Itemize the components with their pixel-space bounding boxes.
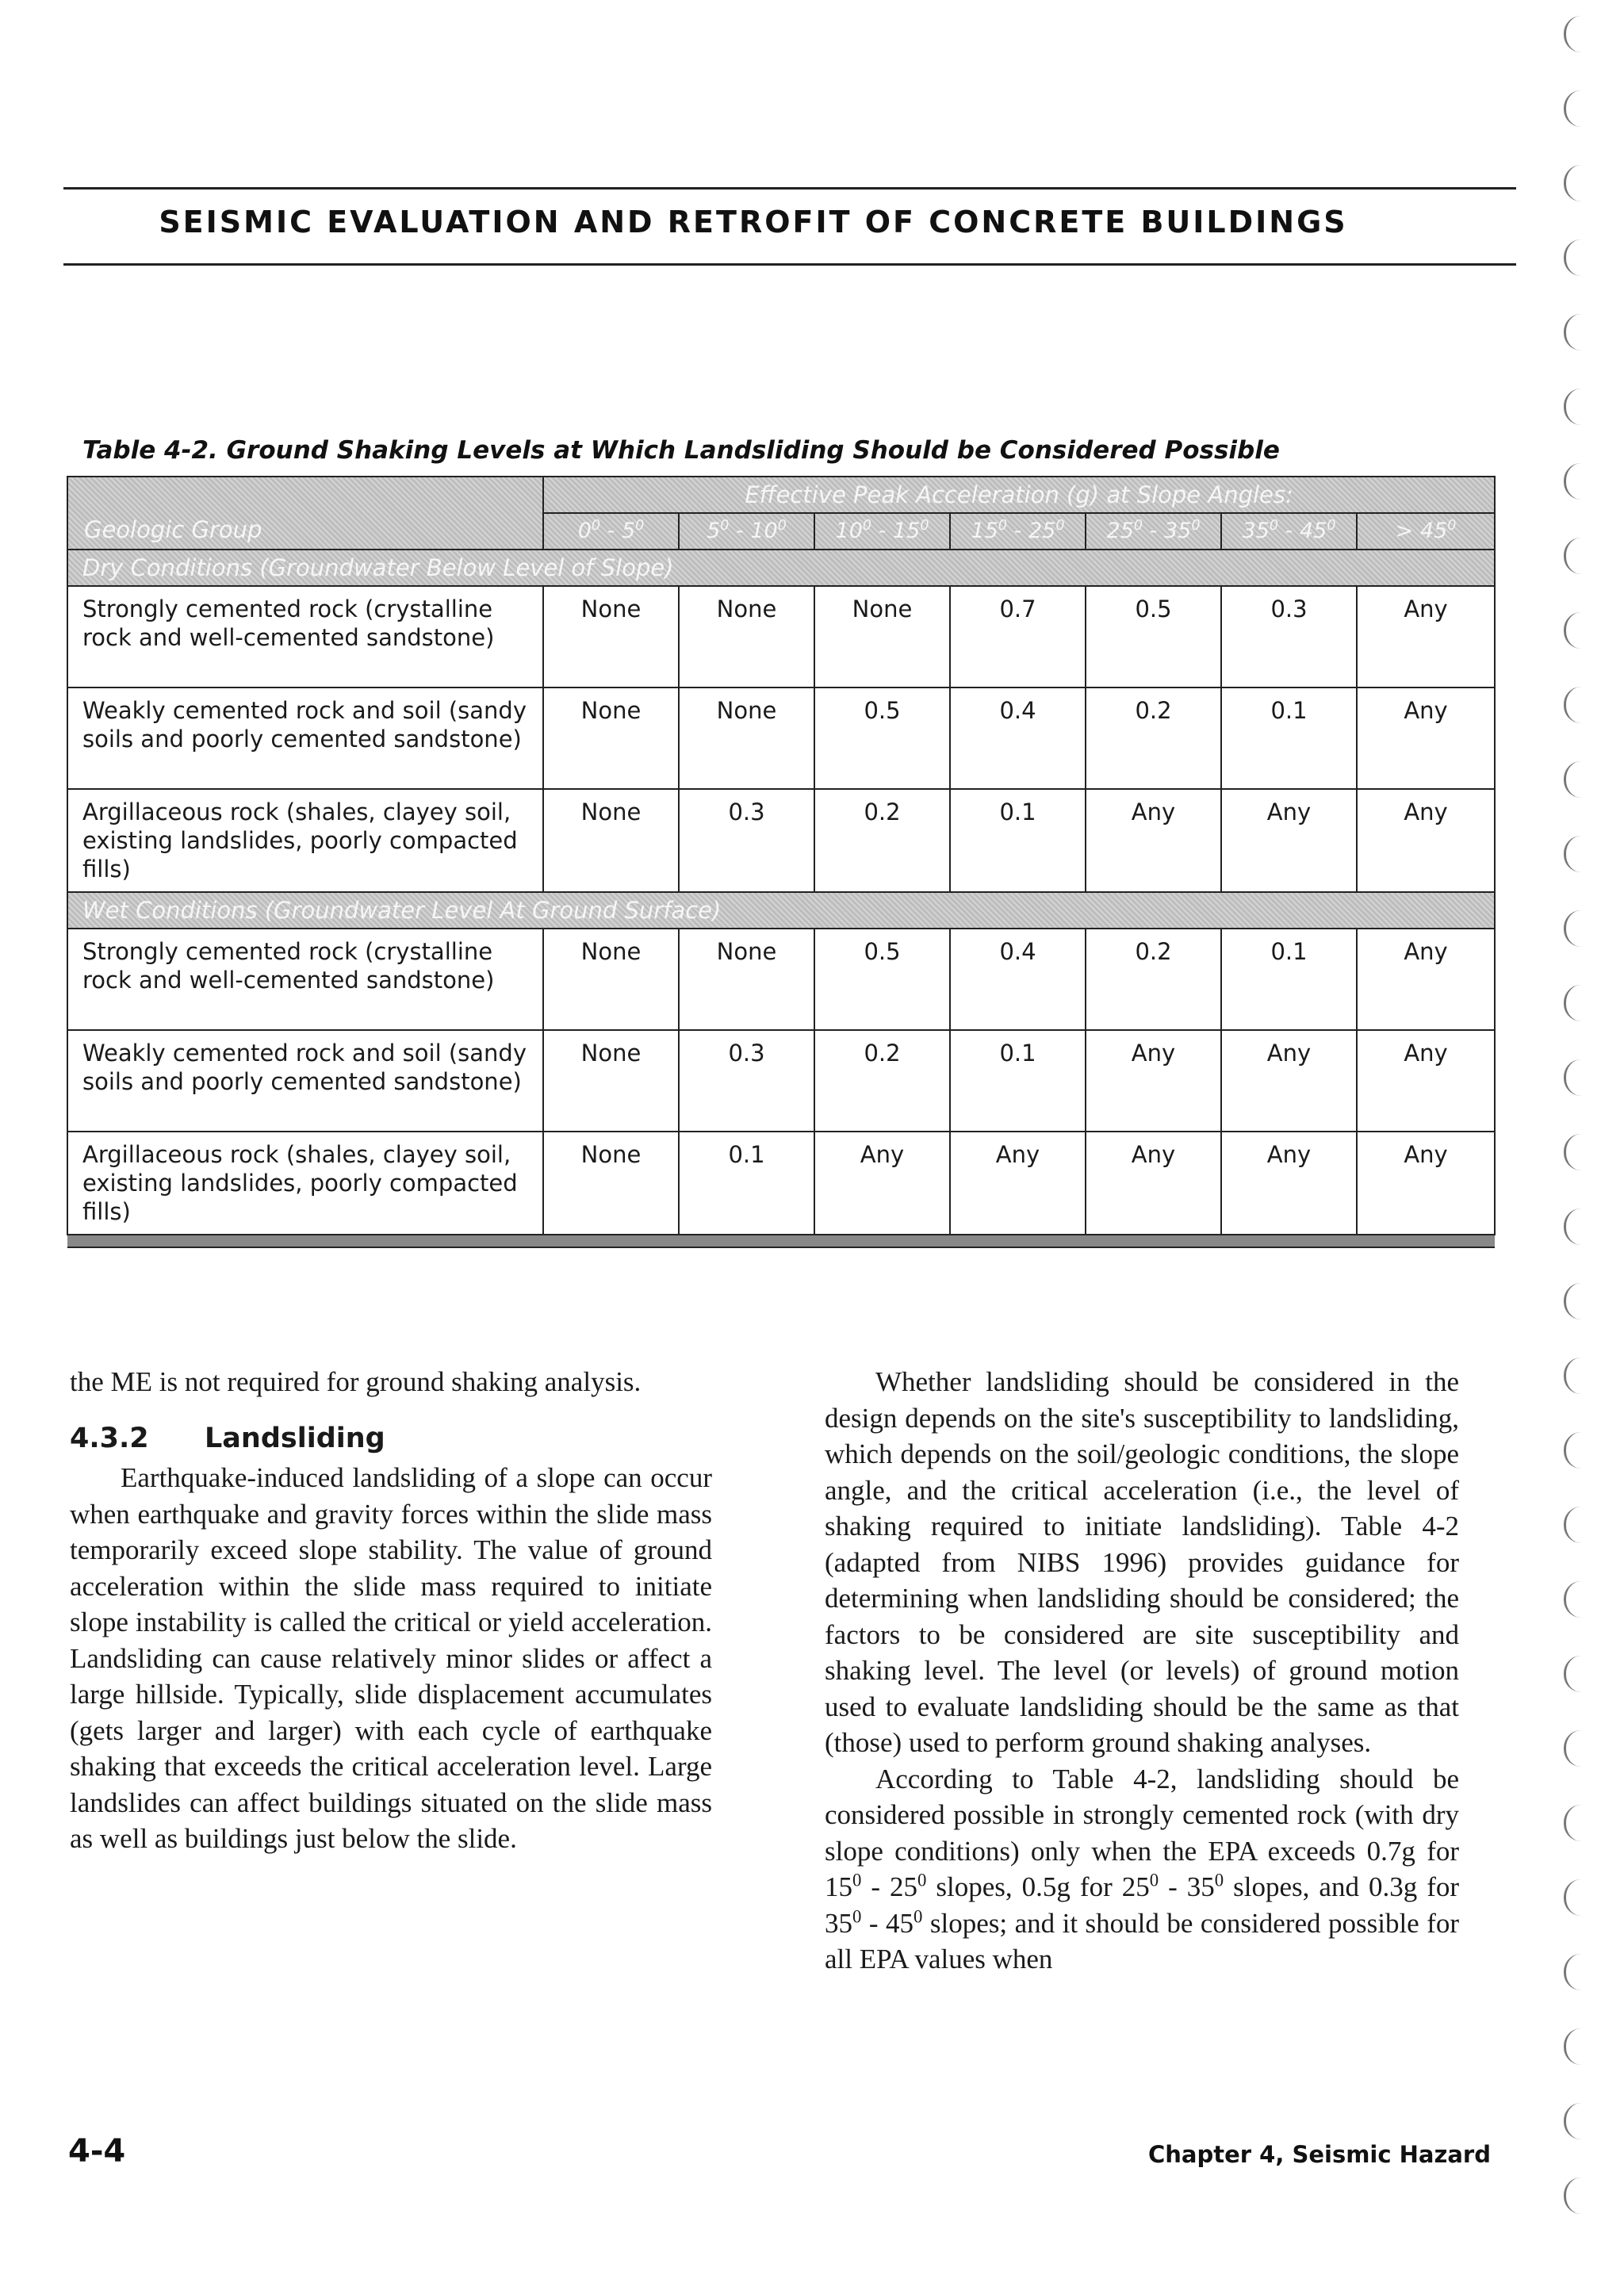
binder-hole-mark — [1564, 389, 1598, 425]
landsliding-paragraph: Earthquake-induced landsliding of a slope can occur when earthquake and gravity forces within the slide mass temporarily exceed slope stability. The value of ground acceleration within the slide mass required to initiate slope instability is called the critical or yield acceleration. Landsliding can cause relatively minor slides or affect a large hillside. Typically, slide displacement accumulates (gets larger and larger) with each cycle of earthquake shaking that exceeds the critical acceleration level. Large landslides can affect buildings situated on the slide mass as well as buildings just below the slide. — [70, 1462, 712, 1854]
binder-hole-mark — [1564, 910, 1598, 947]
condition-section-row — [67, 892, 1495, 929]
slope-angle-header: $5^0 - 10^0$ — [679, 513, 814, 550]
acceleration-value-cell: None — [679, 586, 814, 687]
binder-hole-mark — [1564, 1134, 1598, 1170]
acceleration-value-cell: Any — [1086, 1030, 1221, 1132]
geologic-group-cell: Argillaceous rock (shales, clayey soil, existing landslides, poorly compacted fills) — [67, 1132, 543, 1235]
acceleration-value-cell: 0.1 — [1221, 687, 1357, 789]
acceleration-value-cell: Any — [1086, 1132, 1221, 1235]
table-row — [67, 1030, 1495, 1132]
table-row — [67, 1132, 1495, 1235]
acceleration-value-cell: 0.1 — [950, 789, 1086, 892]
slope-angle-header: > $45^0$ — [1357, 513, 1495, 550]
condition-section-title: Wet Conditions (Groundwater Level At Ground Surface) — [67, 892, 1495, 929]
acceleration-value-cell: Any — [1357, 789, 1495, 892]
acceleration-value-cell: 0.5 — [814, 929, 950, 1030]
left-column — [70, 1364, 712, 1857]
binder-hole-mark — [1564, 1059, 1598, 1096]
acceleration-value-cell: Any — [1221, 789, 1357, 892]
acceleration-value-cell: Any — [1357, 929, 1495, 1030]
acceleration-value-cell: 0.3 — [679, 789, 814, 892]
table-header-row-top — [67, 477, 1495, 513]
binder-hole-mark — [1564, 1954, 1598, 1990]
section-title: Landsliding — [205, 1422, 385, 1454]
geologic-group-cell: Weakly cemented rock and soil (sandy soils and poorly cemented sandstone) — [67, 687, 543, 789]
table-reference-paragraph: According to Table 4-2, landsliding should be considered possible in strongly cemented rock (with dry slope conditions) only when the EPA exceeds 0.7g for $15^0 - 25^0$ slopes, 0.5g for $25^0 - 35^0$ slopes, and 0.3g for $35^0 - 45^0$ slopes; and it should be considered possible for all EPA values when — [825, 1763, 1460, 1974]
slope-angle-header: $15^0 - 25^0$ — [950, 513, 1086, 550]
binder-hole-mark — [1564, 90, 1598, 127]
binder-hole-mark — [1564, 1656, 1598, 1692]
binder-hole-mark — [1564, 1805, 1598, 1841]
table-row — [67, 687, 1495, 789]
ground-shaking-table — [67, 476, 1496, 1248]
table-body — [67, 550, 1495, 1247]
table-row — [67, 586, 1495, 687]
table-row — [67, 789, 1495, 892]
table-bottom-bar-cell — [67, 1235, 1495, 1247]
binder-hole-mark — [1564, 985, 1598, 1021]
binder-hole-mark — [1564, 1358, 1598, 1394]
geologic-group-cell: Weakly cemented rock and soil (sandy soils and poorly cemented sandstone) — [67, 1030, 543, 1132]
page-number: 4-4 — [68, 2133, 126, 2170]
binder-hole-mark — [1564, 239, 1598, 276]
acceleration-value-cell: 0.1 — [679, 1132, 814, 1235]
acceleration-value-cell: Any — [1221, 1132, 1357, 1235]
binder-hole-mark — [1564, 1283, 1598, 1319]
slope-angle-header: $35^0 - 45^0$ — [1221, 513, 1357, 550]
binder-hole-mark — [1564, 687, 1598, 723]
chapter-footer: Chapter 4, Seismic Hazard — [1147, 2141, 1491, 2168]
intro-paragraph: the ME is not required for ground shaking analysis. — [70, 1366, 642, 1397]
acceleration-value-cell: 0.4 — [950, 929, 1086, 1030]
acceleration-value-cell: 0.5 — [814, 687, 950, 789]
acceleration-value-cell: 0.2 — [814, 1030, 950, 1132]
acceleration-value-cell: Any — [1221, 1030, 1357, 1132]
binder-hole-mark — [1564, 2177, 1598, 2214]
condition-section-row — [67, 550, 1495, 586]
acceleration-value-cell: 0.3 — [1221, 586, 1357, 687]
binder-hole-mark — [1564, 2028, 1598, 2065]
acceleration-value-cell: None — [543, 929, 679, 1030]
acceleration-value-cell: Any — [814, 1132, 950, 1235]
acceleration-value-cell: Any — [1086, 789, 1221, 892]
condition-section-title: Dry Conditions (Groundwater Below Level of Slope) — [67, 550, 1495, 586]
binder-hole-mark — [1564, 16, 1598, 52]
acceleration-value-cell: Any — [1357, 1030, 1495, 1132]
slope-angle-header: $10^0 - 15^0$ — [814, 513, 950, 550]
geologic-group-cell: Strongly cemented rock (crystalline rock and well-cemented sandstone) — [67, 586, 543, 687]
acceleration-value-cell: 0.2 — [1086, 929, 1221, 1030]
binder-hole-mark — [1564, 538, 1598, 574]
acceleration-value-cell: None — [543, 1030, 679, 1132]
acceleration-value-cell: 0.2 — [1086, 687, 1221, 789]
section-number: 4.3.2 — [70, 1422, 149, 1454]
acceleration-value-cell: Any — [950, 1132, 1086, 1235]
geologic-group-cell: Argillaceous rock (shales, clayey soil, existing landslides, poorly compacted fills) — [67, 789, 543, 892]
acceleration-value-cell: 0.7 — [950, 586, 1086, 687]
table-caption: Table 4-2. Ground Shaking Levels at Which Landsliding Should be Considered Possible — [82, 436, 1280, 465]
acceleration-value-cell: None — [543, 687, 679, 789]
binder-hole-mark — [1564, 1879, 1598, 1916]
binder-hole-mark — [1564, 1730, 1598, 1767]
acceleration-value-cell: Any — [1357, 1132, 1495, 1235]
header-rule-bottom — [63, 263, 1516, 266]
acceleration-value-cell: Any — [1357, 687, 1495, 789]
geologic-group-cell: Strongly cemented rock (crystalline rock and well-cemented sandstone) — [67, 929, 543, 1030]
section-heading — [70, 1421, 712, 1457]
acceleration-value-cell: 0.1 — [950, 1030, 1086, 1132]
binder-hole-mark — [1564, 2103, 1598, 2139]
table-bottom-bar — [67, 1235, 1495, 1247]
acceleration-value-cell: None — [543, 1132, 679, 1235]
acceleration-value-cell: Any — [1357, 586, 1495, 687]
binder-hole-mark — [1564, 1581, 1598, 1618]
slope-angle-header: $25^0 - 35^0$ — [1086, 513, 1221, 550]
acceleration-value-cell: 0.4 — [950, 687, 1086, 789]
slope-angle-header: $0^0 - 5^0$ — [543, 513, 679, 550]
binder-hole-mark — [1564, 463, 1598, 500]
table-row — [67, 929, 1495, 1030]
right-column — [825, 1364, 1459, 1978]
acceleration-value-cell: None — [814, 586, 950, 687]
binder-hole-mark — [1564, 612, 1598, 649]
binder-hole-mark — [1564, 1208, 1598, 1245]
header-rule-top — [63, 187, 1516, 190]
binder-hole-mark — [1564, 761, 1598, 798]
binder-hole-mark — [1564, 1432, 1598, 1469]
acceleration-value-cell: 0.2 — [814, 789, 950, 892]
acceleration-value-cell: 0.5 — [1086, 586, 1221, 687]
acceleration-value-cell: None — [543, 789, 679, 892]
binder-hole-mark — [1564, 165, 1598, 201]
geologic-group-header: Geologic Group — [67, 477, 543, 550]
running-header-title: SEISMIC EVALUATION AND RETROFIT OF CONCRETE BUILDINGS — [159, 205, 1348, 239]
susceptibility-paragraph: Whether landsliding should be considered in the design depends on the site's susceptibility to landsliding, which depends on the soil/geologic conditions, the slope angle, and the critical acceleration (i.e., the level of shaking required to initiate landsliding). Table 4-2 (adapted from NIBS 1996) provides guidance for determining when landsliding should be considered; the factors to be considered are site susceptibility and shaking level. The level (or levels) of ground motion used to evaluate landsliding should be the same as that (those) used to perform ground shaking analyses. — [825, 1366, 1459, 1758]
binder-hole-mark — [1564, 836, 1598, 872]
acceleration-value-cell: None — [679, 687, 814, 789]
acceleration-value-cell: None — [679, 929, 814, 1030]
binder-hole-mark — [1564, 1507, 1598, 1543]
acceleration-value-cell: None — [543, 586, 679, 687]
acceleration-value-cell: 0.3 — [679, 1030, 814, 1132]
peak-acceleration-header: Effective Peak Acceleration (g) at Slope Angles: — [543, 477, 1495, 513]
binder-hole-mark — [1564, 314, 1598, 350]
acceleration-value-cell: 0.1 — [1221, 929, 1357, 1030]
